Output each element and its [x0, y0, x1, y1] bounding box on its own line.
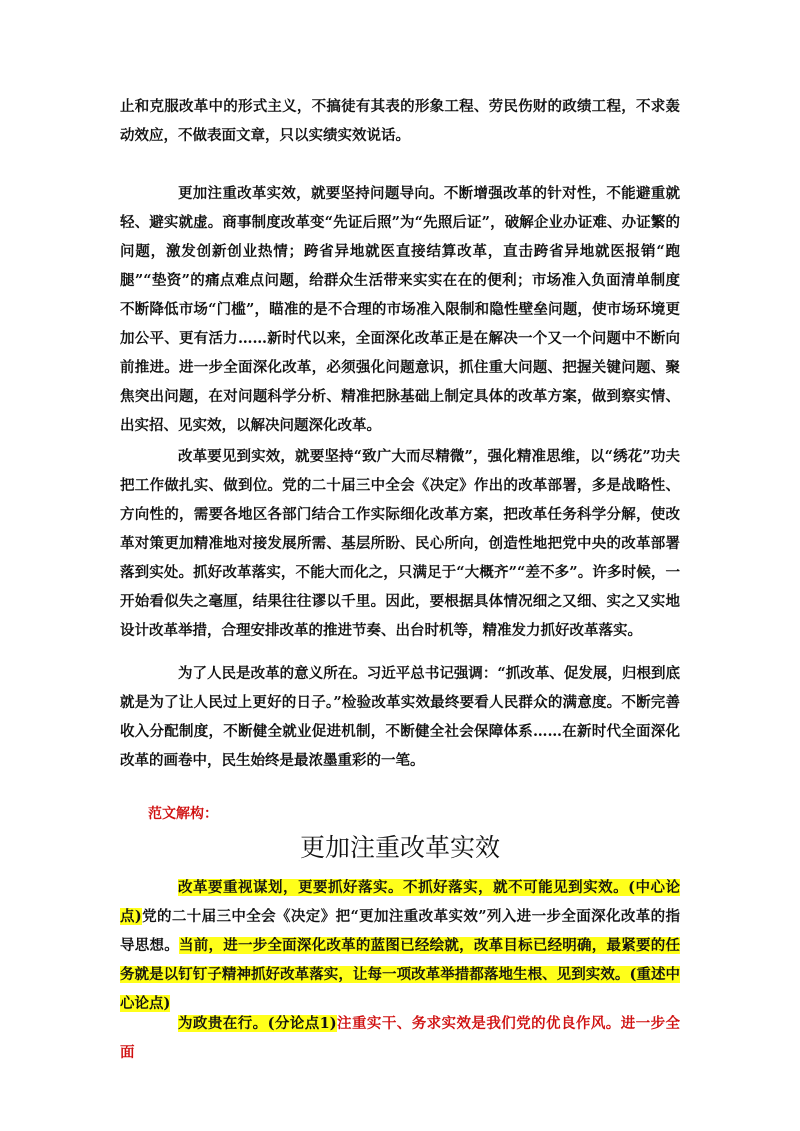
- paragraph-2: 更加注重改革实效，就要坚持问题导向。不断增强改革的针对性，不能避重就轻、避实就虚。商事制度改革变“先证后照”为“先照后证”，破解企业办证难、办证繁的问题，激发创新创业热情；跨省异地就医直接结算改革，直击跨省异地就医报销“跑腿”“垫资”的痛点难点问题，给群众生活带来实实在在的便利；市场准入负面清单制度不断降低市场“门槛”，瞄准的是不合理的市场准入限制和隐性壁垒问题，使市场环境更加公平、更有活力……新时代以来，全面深化改革正是在解决一个又一个问题中不断向前推进。进一步全面深化改革，必须强化问题意识，抓住重大问题、把握关键问题、聚焦突出问题，在对问题科学分析、精准把脉基础上制定具体的改革方案，做到察实情、出实招、见实效，以解决问题深化改革。: [120, 185, 680, 434]
- paragraph-1: 止和克服改革中的形式主义，不搞徒有其表的形象工程、劳民伤财的政绩工程，不求轰动效应，不做表面文章，只以实绩实效说话。: [120, 98, 680, 144]
- essay-plain-text: 党的二十届三中全会《决定》把“更加注重改革实效”列入进一步全面深化改革的指导思想。: [120, 908, 680, 954]
- essay-title: 更加注重改革实效: [299, 833, 500, 862]
- sub-argument-red-text: 注重实干、务求实效是我们党的优良作风。进一步全面: [120, 1015, 680, 1061]
- analysis-label: 范文解构：: [148, 806, 218, 822]
- sub-argument-highlight: 为政贵在行。(分论点1): [178, 1015, 337, 1032]
- paragraph-4: 为了人民是改革的意义所在。习近平总书记强调：“抓改革、促发展，归根到底就是为了让人民过上更好的日子。”检验改革实效最终要看人民群众的满意度。不断完善收入分配制度，不断健全就业促进机制，不断健全社会保障体系……在新时代全面深化改革的画卷中，民生始终是最浓墨重彩的一笔。: [120, 665, 680, 769]
- essay-paragraph-2: [120, 1009, 680, 1067]
- essay-paragraph-1: [120, 873, 680, 1018]
- restated-thesis-highlight: 当前，进一步全面深化改革的蓝图已经绘就，改革目标已经明确，最紧要的任务就是以钉钉子精神抓好改革落实，让每一项改革举措都落地生根、见到实效。(重述中心论点): [120, 937, 681, 1012]
- paragraph-3: 改革要见到实效，就要坚持“致广大而尽精微”，强化精准思维，以“绣花”功夫把工作做扎实、做到位。党的二十届三中全会《决定》作出的改革部署，多是战略性、方向性的，需要各地区各部门结合工作实际细化改革方案，把改革任务科学分解，使改革对策更加精准地对接发展所需、基层所盼、民心所向，创造性地把党中央的改革部署落到实处。抓好改革落实，不能大而化之，只满足于“大概齐”“差不多”。许多时候，一开始看似失之毫厘，结果往往谬以千里。因此，要根据具体情况细之又细、实之又实地设计改革举措，合理安排改革的推进节奏、出台时机等，精准发力抓好改革落实。: [120, 448, 680, 639]
- central-thesis-highlight: 改革要重视谋划，更要抓好落实。不抓好落实，就不可能见到实效。(中心论点): [120, 879, 680, 925]
